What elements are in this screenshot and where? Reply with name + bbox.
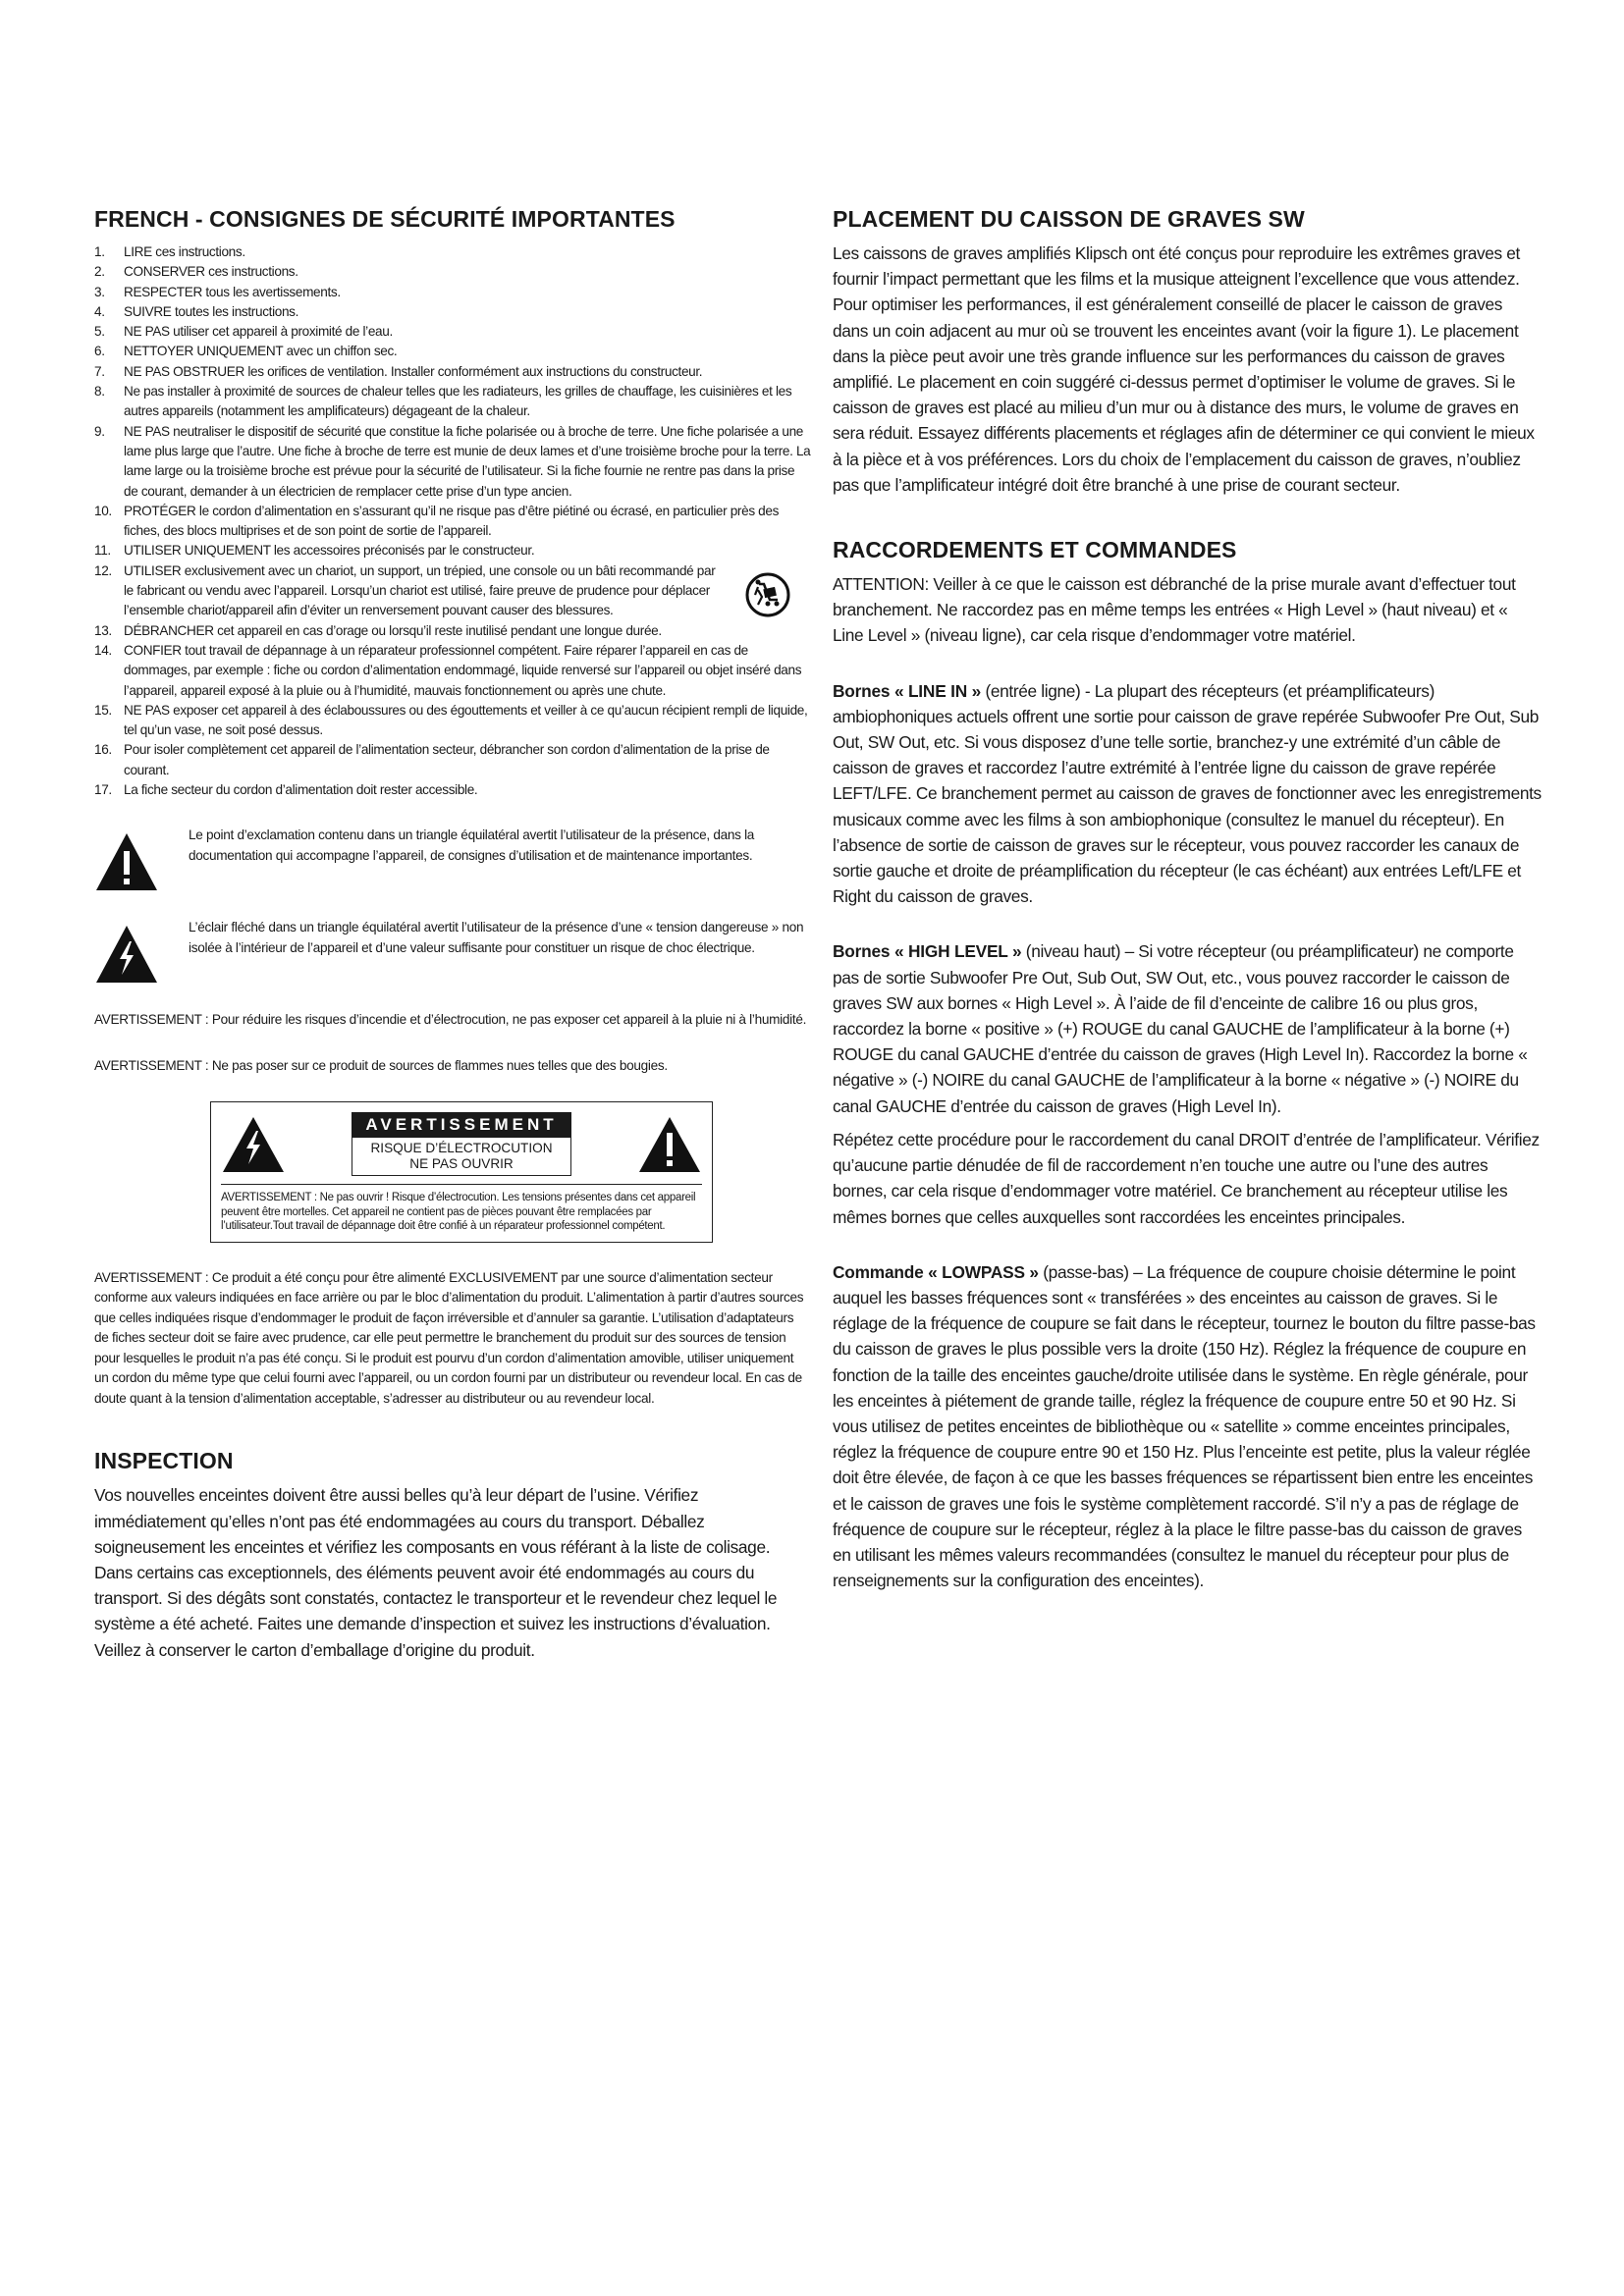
safety-item: 1. LIRE ces instructions. <box>94 244 245 259</box>
line-in-label: Bornes « LINE IN » <box>833 680 982 701</box>
safety-item: 12. UTILISER exclusivement avec un chariot, un support, un trépied, une console ou un bâti recommandé par le fabricant ou vendu avec l’appareil. Lorsqu’un chariot est utilisé, faire preuve de prudence pour déplacer l’ensemble chariot/appareil afin d’éviter un renversement pouvant causer des blessures. <box>94 561 811 621</box>
safety-item: 10. PROTÉGER le cordon d’alimentation en s’assurant qu’il ne risque pas d’être piétiné ou écrasé, en particulier près des fiches, des blocs multiprises et de son point de sortie de l’appareil. <box>94 503 780 539</box>
box-banner: AVERTISSEMENT <box>352 1112 571 1138</box>
warning-fire: AVERTISSEMENT : Pour réduire les risques d’incendie et d’électrocution, ne pas exposer cet appareil à la pluie ni à l’humidité. <box>94 1012 807 1028</box>
safety-list <box>94 242 811 800</box>
left-column <box>94 206 811 1663</box>
lowpass-label: Commande « LOWPASS » <box>833 1261 1039 1282</box>
lowpass-text: (passe-bas) – La fréquence de coupure choisie détermine le point auquel les basses fréquences sont « transférées » des enceintes au caisson de graves. Si le réglage de la fréquence de coupure se fait dans le récepteur, tournez le bouton du filtre passe-bas du caisson de graves le plus possible vers la droite (150 Hz). Réglez la fréquence de coupure en fonction de la taille des enceintes gauche/droite utilisée dans le système. En règle générale, pour les enceintes à piétement de grande taille, réglez la fréquence de coupure entre 50 et 90 Hz. Si vous utilisez de petites enceintes de bibliothèque ou « satellite » comme enceintes principales, réglez la fréquence de coupure entre 90 et 150 Hz. Plus l’enceinte est petite, plus la valeur réglée doit être élevée, de façon à ce que les basses fréquences se répartissent bien entre les enceintes et le caisson de graves une fois le système complètement raccordé. S’il n’y a pas de réglage de fréquence de coupure sur le récepteur, réglez à la place le filtre passe-bas du caisson de graves en utilisant les mêmes valeurs recommandées (consultez le manuel du récepteur pour plus de renseignements sur la configuration des enceintes). <box>833 1261 1536 1591</box>
safety-item: 7. NE PAS OBSTRUER les orifices de ventilation. Installer conformément aux instructions du constructeur. <box>94 363 703 379</box>
safety-item: 14. CONFIER tout travail de dépannage à un réparateur professionnel compétent. Faire réparer l’appareil en cas de dommages, par exemple : fiche ou cordon d’alimentation endommagé, liquide renversé sur l’appareil ou objet inséré dans l’appareil, appareil exposé à la pluie ou à l’humidité, mauvais fonctionnement ou après une chute. <box>94 642 802 698</box>
exclamation-text: Le point d’exclamation contenu dans un triangle équilatéral avertit l’utilisateur de la présence, dans la documentation qui accompagne l’appareil, de consignes d’utilisation et de maintenance importantes. <box>189 828 755 863</box>
safety-item: 5. NE PAS utiliser cet appareil à proximité de l’eau. <box>94 324 393 340</box>
warning-box <box>210 1101 713 1243</box>
safety-item: 11. UTILISER UNIQUEMENT les accessoires préconisés par le constructeur. <box>94 543 535 559</box>
exclamation-triangle-icon <box>94 831 159 892</box>
safety-item: 4. SUIVRE toutes les instructions. <box>94 303 299 319</box>
line-in-paragraph <box>833 678 1542 910</box>
safety-item: 16. Pour isoler complètement cet appareil de l’alimentation secteur, débrancher son cordon d’alimentation de la prise de courant. <box>94 742 770 777</box>
box-sub-line1: RISQUE D’ÉLECTROCUTION <box>370 1141 553 1156</box>
high-level-paragraph <box>833 938 1542 1118</box>
attention-text: ATTENTION: Veiller à ce que le caisson est débranché de la prise murale avant d’effectuer tout branchement. Ne raccordez pas en même temps les entrées « High Level » (haut niveau) et « Line Level » (niveau ligne), car cela risque d’endommager votre matériel. <box>833 574 1516 646</box>
warning-power: AVERTISSEMENT : Ce produit a été conçu pour être alimenté EXCLUSIVEMENT par une source d’alimentation secteur conforme aux valeurs indiquées en face arrière ou par le bloc d’alimentation du produit. L’alimentation à partir d’autres sources que celles indiquées risque d’endommager le produit de façon irréversible et d’annuler sa garantie. L’utilisation d’adaptateurs de fiches secteur doit se faire avec prudence, car elle peut permettre le branchement du produit sur des sources de tension pour lesquelles le produit n’a pas été conçu. Si le produit est pourvu d’un cordon d’alimentation amovible, utiliser uniquement un cordon du même type que celui fourni avec l’appareil, ou un cordon fourni par un distributeur ou revendeur local. En cas de doute quant à la tension d’alimentation acceptable, s’adresser au distributeur ou au revendeur local. <box>94 1269 804 1406</box>
box-sub-line2: NE PAS OUVRIR <box>409 1156 514 1172</box>
inspection-text: Vos nouvelles enceintes doivent être aussi belles qu’à leur départ de l’usine. Vérifiez immédiatement qu’elles n’ont pas été endommagées au cours du transport. Déballez soigneusement les enceintes et vérifiez les composants en vous référant à la liste de colisage. Dans certains cas exceptionnels, des éléments peuvent avoir été endommagés au cours du transport. Si des dégâts sont constatés, contactez le transporteur et le revendeur chez lequel le système a été acheté. Faites une demande d’inspection et suivez les instructions d’évaluation. Veillez à conserver le carton d’emballage d’origine du produit. <box>94 1485 778 1660</box>
lowpass-paragraph <box>833 1259 1542 1594</box>
exclamation-triangle-icon <box>637 1115 702 1174</box>
connections-heading: RACCORDEMENTS ET COMMANDES <box>833 537 1237 563</box>
placement-heading: PLACEMENT DU CAISSON DE GRAVES SW <box>833 206 1305 232</box>
safety-item: 17. La fiche secteur du cordon d’alimentation doit rester accessible. <box>94 782 478 798</box>
placement-text: Les caissons de graves amplifiés Klipsch ont été conçus pour reproduire les extrêmes graves et fournir l’impact permettant que les films et la musique atteignent l’excellence que vous attendez. Pour optimiser les performances, il est généralement conseillé de placer le caisson de graves dans un coin adjacent au mur où se trouvent les enceintes avant (voir la figure 1). Le placement dans la pièce peut avoir une très grande influence sur les performances du caisson de graves amplifié. Le placement en coin suggéré ci-dessus permet d’optimiser le volume de graves. Si le caisson de graves est placé au milieu d’un mur ou à distance des murs, le volume de graves en sera réduit. Essayez différents placements et réglages afin de déterminer ce qui convient le mieux à la pièce et à vos préférences. Lors du choix de l’emplacement du caisson de graves, n’oubliez pas que l’amplificateur intégré doit être branché à une prise de courant secteur. <box>833 243 1535 495</box>
repeat-text: Répétez cette procédure pour le raccordement du canal DROIT d’entrée de l’amplificateur. Vérifiez qu’aucune partie dénudée de fil de raccordement n’en touche une autre ou l’une des autres bornes, car cela risque d’endommager votre matériel. Ce branchement au récepteur utilise les mêmes bornes que celles auxquelles sont raccordées les enceintes principales. <box>833 1129 1540 1227</box>
lightning-triangle-icon <box>94 924 159 985</box>
safety-item: 13. DÉBRANCHER cet appareil en cas d’orage ou lorsqu’il reste inutilisé pendant une longue durée. <box>94 622 662 638</box>
high-level-label: Bornes « HIGH LEVEL » <box>833 941 1022 962</box>
safety-item: 3. RESPECTER tous les avertissements. <box>94 284 341 299</box>
lightning-text: L’éclair fléché dans un triangle équilatéral avertit l’utilisateur de la présence d’une « tension dangereuse » non isolée à l’intérieur de l’appareil et d’une valeur suffisante pour constituer un risque de choc électrique. <box>189 920 804 955</box>
exclamation-notice <box>94 826 811 892</box>
warning-flames: AVERTISSEMENT : Ne pas poser sur ce produit de sources de flammes nues telles que des bougies. <box>94 1057 668 1073</box>
safety-heading: FRENCH - CONSIGNES DE SÉCURITÉ IMPORTANTES <box>94 206 676 232</box>
high-level-text: (niveau haut) – Si votre récepteur (ou préamplificateur) ne comporte pas de sortie Subwoofer Pre Out, Sub Out, SW Out, etc., vous pouvez raccorder le caisson de graves SW aux bornes « High Level ». À l’aide de fil d’enceinte de calibre 16 ou plus gros, raccordez la borne « positive » (+) ROUGE du canal GAUCHE de l’amplificateur à la borne (+) ROUGE du canal GAUCHE d’entrée du caisson de graves (High Level In). Raccordez la borne « négative » (-) NOIRE du canal GAUCHE de l’amplificateur à la borne « négative » (-) NOIRE du canal GAUCHE d’entrée du caisson de graves (High Level In). <box>833 941 1528 1116</box>
lightning-notice <box>94 918 811 985</box>
box-body: AVERTISSEMENT : Ne pas ouvrir ! Risque d’électrocution. Les tensions présentes dans cet appareil peuvent être mortelles. Cet appareil ne contient pas de pièces pouvant être remplacées par l’utilisateur.Tout travail de dépannage doit être confié à un réparateur professionnel compétent. <box>221 1184 702 1234</box>
line-in-text: (entrée ligne) - La plupart des récepteurs (et préamplificateurs) ambiophoniques actuels offrent une sortie pour caisson de grave repérée Subwoofer Pre Out, Sub Out, SW Out, etc. Si vous disposez d’une telle sortie, branchez-y une extrémité d’un câble de caisson de graves et raccordez l’autre extrémité à l’entrée ligne du caisson de grave repérée LEFT/LFE. Ce branchement permet au caisson de graves de fonctionner avec les enregistrements musicaux comme avec les films à son ambiophonique (consultez le manuel du récepteur). En l’absence de sortie de caisson de graves sur le récepteur, vous pouvez raccorder les canaux de sortie gauche et droite de préamplification du récepteur (le cas échéant) aux entrées Left/LFE et Right du caisson de graves. <box>833 680 1542 907</box>
safety-item: 8. Ne pas installer à proximité de sources de chaleur telles que les radiateurs, les grilles de chauffage, les cuisinières et les autres appareils (notamment les amplificateurs) dégageant de la chaleur. <box>94 384 792 419</box>
safety-item: 9. NE PAS neutraliser le dispositif de sécurité que constitue la fiche polarisée ou à broche de terre. Une fiche polarisée a une lame plus large que l’autre. Une fiche à broche de terre est munie de deux lames et d’une troisième broche pour la terre. La lame large ou la troisième broche est prévue pour la sécurité de l’utilisateur. Si la fiche fournie ne rentre pas dans la prise de courant, demander à un électricien de remplacer cette prise d’un type ancien. <box>94 423 811 499</box>
inspection-heading: INSPECTION <box>94 1448 234 1474</box>
safety-item: 15. NE PAS exposer cet appareil à des éclaboussures ou des égouttements et veiller à ce qu’aucun récipient rempli de liquide, tel qu’un vase, ne soit posé dessus. <box>94 702 808 738</box>
safety-item: 2. CONSERVER ces instructions. <box>94 264 298 280</box>
safety-item: 6. NETTOYER UNIQUEMENT avec un chiffon sec. <box>94 344 398 359</box>
cart-tip-over-icon <box>744 571 791 618</box>
lightning-triangle-icon <box>221 1115 286 1174</box>
right-column <box>833 206 1542 1593</box>
